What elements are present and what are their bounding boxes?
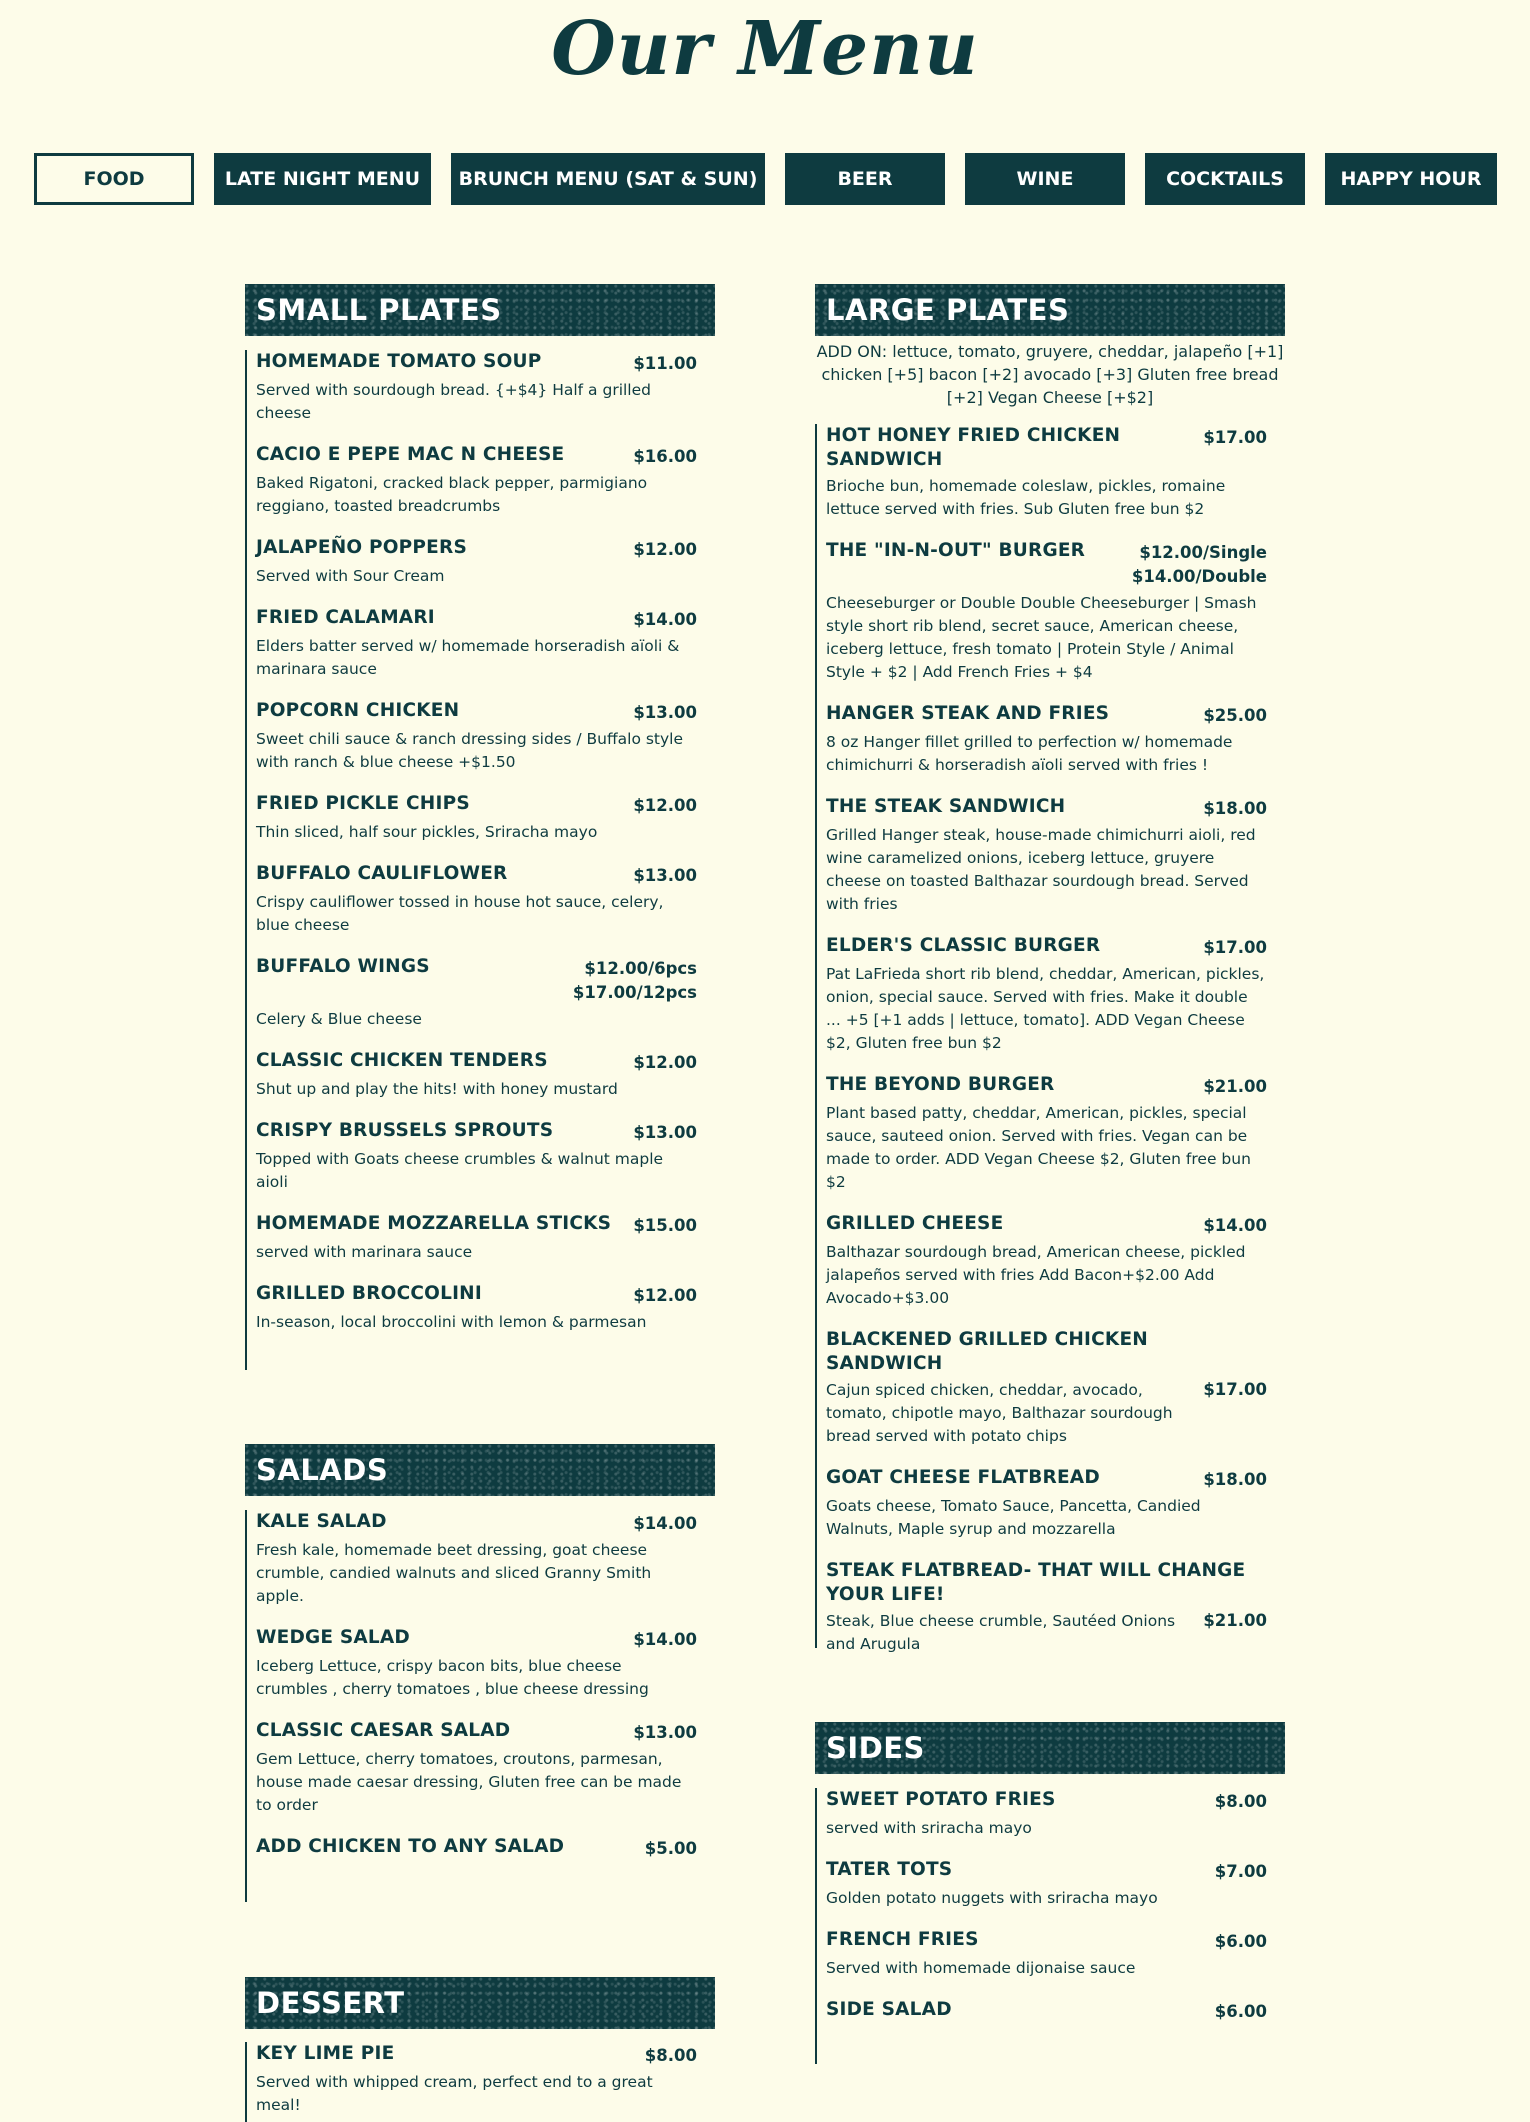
menu-item [256,699,697,774]
tab-beer[interactable]: BEER [785,153,945,205]
dessert-list [245,2042,715,2122]
menu-item-name: BUFFALO WINGS [256,956,430,977]
menu-item-header [256,350,697,376]
menu-item-description: Brioche bun, homemade coleslaw, pickles, romaine lettuce served with fries. Sub Gluten free bun $2 [826,477,1226,518]
menu-item-description: Shut up and play the hits! with honey mustard [256,1080,618,1098]
tab-late-night-menu[interactable]: LATE NIGHT MENU [214,153,431,205]
tab-brunch-menu[interactable]: BRUNCH MENU (SAT & SUN) [451,153,765,205]
menu-item-name: HOMEMADE TOMATO SOUP [256,351,542,372]
tab-cocktails[interactable]: COCKTAILS [1145,153,1305,205]
menu-item [826,795,1267,916]
menu-item-desc-row [826,1607,1267,1656]
menu-item [826,1466,1267,1541]
menu-item-header [256,1119,697,1145]
menu-item-description: Thin sliced, half sour pickles, Sriracha mayo [256,823,598,841]
menu-item [256,862,697,937]
menu-item [256,792,697,844]
menu-item-description: Goats cheese, Tomato Sauce, Pancetta, Candied Walnuts, Maple syrup and mozzarella [826,1497,1201,1538]
menu-item [826,1212,1267,1310]
menu-item-name: BUFFALO CAULIFLOWER [256,863,508,884]
menu-item [256,1719,697,1817]
menu-item [256,1212,697,1264]
menu-item [826,1328,1267,1448]
menu-item-price: $14.00 [633,1630,697,1649]
section-header-dessert: DESSERT [245,1977,715,2029]
menu-item-header [256,443,697,469]
menu-item [256,606,697,681]
menu-item-name: JALAPEÑO POPPERS [256,537,467,558]
menu-item-price: $13.00 [633,1123,697,1142]
menu-item-price: $6.00 [1214,2002,1267,2021]
menu-item-price: $5.00 [644,1839,697,1858]
menu-item-header [256,1626,697,1652]
menu-item-name: GOAT CHEESE FLATBREAD [826,1467,1100,1488]
salads-list [245,1510,715,1902]
menu-item-desc-row [826,1376,1267,1448]
menu-item-header [256,792,697,818]
menu-item-price: $12.00/Single $14.00/Double [1131,543,1267,586]
menu-item-price: $12.00 [633,796,697,815]
menu-item-name: TATER TOTS [826,1859,953,1880]
menu-item-name: FRIED PICKLE CHIPS [256,793,470,814]
menu-item [826,539,1267,684]
menu-item-name: THE STEAK SANDWICH [826,796,1066,817]
section-header-large-plates: LARGE PLATES [815,284,1285,336]
menu-item-description: Elders batter served w/ homemade horseradish aïoli & marinara sauce [256,637,680,678]
menu-item [256,1049,697,1101]
menu-item-description: Served with whipped cream, perfect end to a great meal! [256,2073,653,2114]
menu-item-header [826,1998,1267,2024]
menu-item-description: served with sriracha mayo [826,1819,1032,1837]
menu-item-price: $18.00 [1203,1470,1267,1489]
menu-item-price: $12.00 [633,1053,697,1072]
menu-item [256,536,697,588]
large-plates-list [815,424,1285,1653]
menu-item [826,1858,1267,1910]
menu-item-price: $14.00 [633,1514,697,1533]
menu-item-description: Served with homemade dijonaise sauce [826,1959,1136,1977]
menu-item-description: Balthazar sourdough bread, American cheese, pickled jalapeños served with fries Add Bacon+$2.00 Add Avocado+$3.00 [826,1243,1246,1307]
menu-item-name: WEDGE SALAD [256,1627,410,1648]
menu-item-name: CRISPY BRUSSELS SPROUTS [256,1120,554,1141]
menu-item-description: Crispy cauliflower tossed in house hot sauce, celery, blue cheese [256,893,664,934]
menu-item-name: HOMEMADE MOZZARELLA STICKS [256,1213,612,1234]
menu-item-header [256,1212,697,1238]
menu-item-price: $17.00 [1203,938,1267,957]
menu-item-description: Fresh kale, homemade beet dressing, goat cheese crumble, candied walnuts and sliced Granny Smith apple. [256,1541,652,1605]
menu-item-description: Served with Sour Cream [256,567,445,585]
menu-item-price: $17.00 [1203,428,1267,447]
menu-item-name: KALE SALAD [256,1511,387,1532]
menu-item-header [256,1049,697,1075]
menu-item [826,1559,1267,1656]
menu-item [256,1835,697,1861]
menu-item [256,2042,697,2117]
menu-item [256,1119,697,1194]
menu-item-price: $8.00 [1214,1792,1267,1811]
menu-item-description: Served with sourdough bread. {+$4} Half a grilled cheese [256,381,651,422]
menu-item [826,1998,1267,2024]
menu-item [256,1510,697,1608]
menu-item-header [256,2042,697,2068]
menu-item [256,350,697,425]
menu-item-name: SWEET POTATO FRIES [826,1789,1056,1810]
small-plates-list [245,350,715,1370]
menu-item-header [826,1928,1267,1954]
menu-item-name: GRILLED BROCCOLINI [256,1283,482,1304]
menu-item-name: POPCORN CHICKEN [256,700,460,721]
menu-item-price: $6.00 [1214,1932,1267,1951]
menu-item-name: HANGER STEAK AND FRIES [826,703,1110,724]
menu-item-name: CLASSIC CHICKEN TENDERS [256,1050,548,1071]
menu-item-header [826,1559,1267,1607]
tab-wine[interactable]: WINE [965,153,1125,205]
menu-item-description: Golden potato nuggets with sriracha mayo [826,1889,1158,1907]
menu-item-name: THE BEYOND BURGER [826,1074,1055,1095]
menu-item-name: SIDE SALAD [826,1999,952,2020]
menu-item-name: BLACKENED GRILLED CHICKEN SANDWICH [826,1329,1148,1374]
menu-item-header [826,1858,1267,1884]
menu-item [826,702,1267,777]
menu-item-header [826,795,1267,821]
section-header-salads: SALADS [245,1444,715,1496]
menu-item-header [826,1212,1267,1238]
menu-item [826,1788,1267,1840]
menu-item-price: $15.00 [633,1216,697,1235]
menu-item [256,955,697,1031]
menu-item-price: $12.00 [633,1286,697,1305]
menu-item-header [256,862,697,888]
menu-item-price: $13.00 [633,866,697,885]
menu-item-name: GRILLED CHEESE [826,1213,1004,1234]
add-on-note: ADD ON: lettuce, tomato, gruyere, cheddar, jalapeño [+1] chicken [+5] bacon [+2] avocado [+3] Gluten free bread [+2] Vegan Cheese [+$2] [816,342,1284,407]
menu-item-price: $7.00 [1214,1862,1267,1881]
menu-item-header [826,1788,1267,1814]
menu-item-price: $21.00 [1203,1077,1267,1096]
menu-item-header [256,1282,697,1308]
section-header-sides: SIDES [815,1722,1285,1774]
menu-item-header [826,424,1267,472]
menu-item [826,1928,1267,1980]
menu-item-name: FRENCH FRIES [826,1929,979,1950]
menu-item-price: $14.00 [1203,1216,1267,1235]
menu-item-header [256,955,697,1005]
menu-item-header [826,1328,1267,1376]
menu-item [826,934,1267,1055]
menu-item [826,424,1267,521]
menu-item-header [826,1466,1267,1492]
menu-item-price: $11.00 [633,354,697,373]
menu-item-price: $12.00/6pcs $17.00/12pcs [572,959,697,1002]
menu-item-price: $25.00 [1203,706,1267,725]
menu-item-description: In-season, local broccolini with lemon & parmesan [256,1313,647,1331]
menu-item [256,1626,697,1701]
menu-item-description: Cajun spiced chicken, cheddar, avocado, tomato, chipotle mayo, Balthazar sourdough bread served with potato chips [826,1381,1173,1445]
menu-item-header [256,699,697,725]
menu-item-price: $16.00 [633,447,697,466]
menu-item-price: $13.00 [633,1723,697,1742]
menu-item-price: $17.00 [1203,1380,1267,1399]
menu-item-description: Grilled Hanger steak, house-made chimichurri aioli, red wine caramelized onions, iceberg lettuce, gruyere cheese on toasted Balthazar sourdough bread. Served with fries [826,826,1256,913]
menu-item-name: HOT HONEY FRIED CHICKEN SANDWICH [826,425,1121,470]
menu-item-name: ADD CHICKEN TO ANY SALAD [256,1836,565,1857]
menu-item-price: $21.00 [1203,1611,1267,1630]
menu-item-description: Celery & Blue cheese [256,1010,422,1028]
menu-item [256,443,697,518]
menu-item-description: 8 oz Hanger fillet grilled to perfection w/ homemade chimichurri & horseradish aïoli served with fries ! [826,733,1233,774]
menu-item-price: $8.00 [644,2046,697,2065]
menu-item [826,1073,1267,1194]
menu-item-description: Iceberg Lettuce, crispy bacon bits, blue cheese crumbles , cherry tomatoes , blue cheese dressing [256,1657,649,1698]
menu-item-description: Sweet chili sauce & ranch dressing sides / Buffalo style with ranch & blue cheese +$1.50 [256,730,684,771]
menu-item-name: FRIED CALAMARI [256,607,435,628]
menu-item-description: Gem Lettuce, cherry tomatoes, croutons, parmesan, house made caesar dressing, Gluten free can be made to order [256,1750,682,1814]
menu-item-header [256,1510,697,1536]
menu-tabs [0,153,1530,205]
menu-item-name: THE "IN-N-OUT" BURGER [826,540,1086,561]
menu-item-description: Steak, Blue cheese crumble, Sautéed Onions and Arugula [826,1612,1176,1653]
menu-item-name: CACIO E PEPE MAC N CHEESE [256,444,565,465]
menu-item-description: Pat LaFrieda short rib blend, cheddar, American, pickles, onion, special sauce. Served with fries. Make it double ... +5 [+1 adds | lettuce, tomato]. ADD Vegan Cheese $2, Gluten free bun $2 [826,965,1265,1052]
menu-item-description: Baked Rigatoni, cracked black pepper, parmigiano reggiano, toasted breadcrumbs [256,474,648,515]
section-header-small-plates: SMALL PLATES [245,284,715,336]
menu-item-name: KEY LIME PIE [256,2043,395,2064]
menu-item-header [256,606,697,632]
tab-food[interactable]: FOOD [34,153,194,205]
menu-item-header [826,702,1267,728]
menu-item-description: Plant based patty, cheddar, American, pickles, special sauce, sauteed onion. Served with fries. Vegan can be made to order. ADD Vegan Cheese $2, Gluten free bun $2 [826,1104,1251,1191]
page-title: Our Menu [551,6,979,92]
menu-item-price: $14.00 [633,610,697,629]
menu-item-description: Cheeseburger or Double Double Cheeseburger | Smash style short rib blend, secret sauce, American cheese, iceberg lettuce, fresh tomato | Protein Style / Animal Style + $2 | Add French Fries + $4 [826,594,1257,681]
menu-item [256,1282,697,1334]
menu-item-header [826,1073,1267,1099]
menu-item-name: ELDER'S CLASSIC BURGER [826,935,1101,956]
menu-item-name: STEAK FLATBREAD- THAT WILL CHANGE YOUR LIFE! [826,1560,1246,1605]
menu-item-header [256,536,697,562]
menu-item-price: $13.00 [633,703,697,722]
menu-item-header [256,1835,697,1861]
menu-item-name: CLASSIC CAESAR SALAD [256,1720,511,1741]
menu-item-header [256,1719,697,1745]
menu-item-description: Topped with Goats cheese crumbles & walnut maple aioli [256,1150,664,1191]
menu-item-description: served with marinara sauce [256,1243,473,1261]
menu-item-header [826,934,1267,960]
menu-item-header [826,539,1267,589]
sides-list [815,1788,1285,2064]
menu-item-price: $12.00 [633,540,697,559]
tab-happy-hour[interactable]: HAPPY HOUR [1325,153,1497,205]
menu-item-price: $18.00 [1203,799,1267,818]
